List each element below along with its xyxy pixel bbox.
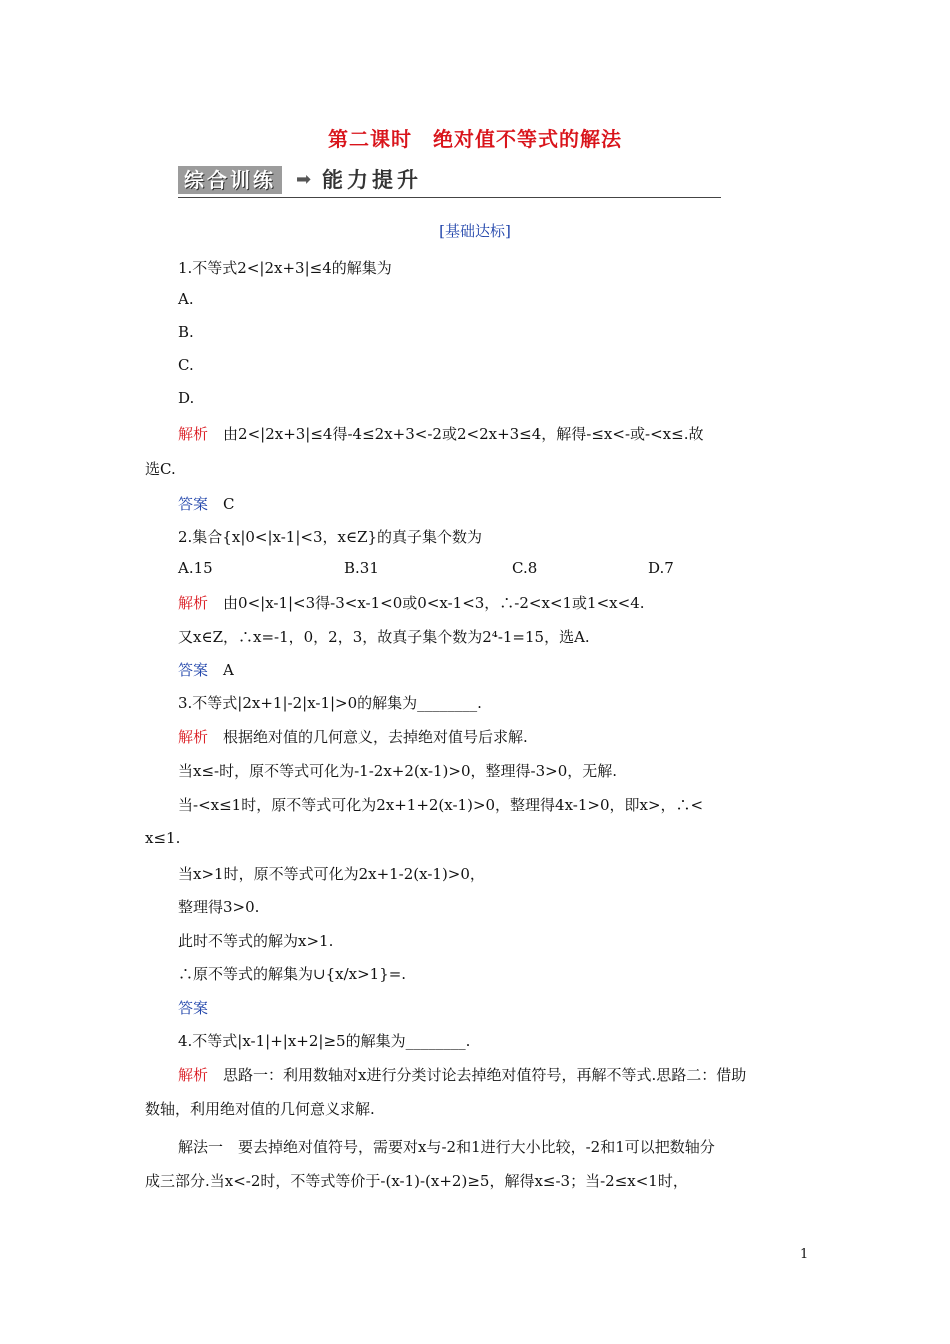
analysis-label: 解析 xyxy=(178,594,209,612)
answer-label: 答案 xyxy=(178,999,209,1017)
answer-label: 答案 xyxy=(178,661,209,679)
analysis-text: 思路一：利用数轴对x进行分类讨论去掉绝对值符号，再解不等式.思路二：借助 xyxy=(223,1066,747,1084)
analysis-label: 解析 xyxy=(178,728,209,746)
banner-label: 能力提升 xyxy=(322,168,422,192)
q2-option-c: C.8 xyxy=(512,559,538,577)
question-4: 4.不等式|x-1|+|x+2|≥5的解集为________. xyxy=(178,1032,471,1050)
arrow-right-icon: ➡ xyxy=(296,169,312,190)
answer-label: 答案 xyxy=(178,495,209,513)
analysis-4 xyxy=(178,1064,746,1085)
answer-3 xyxy=(178,997,208,1018)
analysis-text: 由0<|x-1|<3得-3<x-1<0或0<x-1<3，∴-2<x<1或1<x<4. xyxy=(223,594,645,612)
analysis-2-cont: 又x∈Z，∴x=-1，0，2，3，故真子集个数为2⁴-1=15，选A. xyxy=(178,628,590,646)
analysis-3-line: x≤1. xyxy=(145,829,181,847)
analysis-text: 根据绝对值的几何意义，去掉绝对值号后求解. xyxy=(223,728,528,746)
analysis-text: 由2<|2x+3|≤4得-4≤2x+3<-2或2<2x+3≤4，解得-≤x<-或-<x≤.故 xyxy=(223,425,704,443)
answer-2 xyxy=(178,659,234,680)
analysis-3-line: 当x≤-时，原不等式可化为-1-2x+2(x-1)>0，整理得-3>0，无解. xyxy=(178,762,618,780)
option-a: A. xyxy=(178,290,194,308)
analysis-3-line: 当x>1时，原不等式可化为2x+1-2(x-1)>0， xyxy=(178,865,485,883)
analysis-3-line: 当-<x≤1时，原不等式可化为2x+1+2(x-1)>0，整理得4x-1>0，即x>，∴< xyxy=(178,796,704,814)
banner-box: 综合训练 xyxy=(178,166,282,194)
q2-option-b: B.31 xyxy=(344,559,379,577)
section-banner xyxy=(178,163,721,198)
analysis-1 xyxy=(178,423,703,444)
page-title: 第二课时 绝对值不等式的解法 xyxy=(328,127,622,151)
analysis-3-line: 此时不等式的解为x>1. xyxy=(178,932,334,950)
q2-option-a: A.15 xyxy=(178,559,213,577)
solution-4-line: 成三部分.当x<-2时，不等式等价于-(x-1)-(x+2)≥5，解得x≤-3；当-2≤x<1时， xyxy=(145,1172,688,1190)
option-c: C. xyxy=(178,356,194,374)
analysis-4-cont: 数轴，利用绝对值的几何意义求解. xyxy=(145,1100,375,1118)
question-2: 2.集合{x|0<|x-1|<3，x∈Z}的真子集个数为 xyxy=(178,528,483,546)
answer-1 xyxy=(178,493,235,514)
analysis-3 xyxy=(178,726,528,747)
analysis-3-line: 整理得3>0. xyxy=(178,898,260,916)
analysis-label: 解析 xyxy=(178,425,209,443)
page-number: 1 xyxy=(800,1247,809,1262)
q2-option-d: D.7 xyxy=(648,559,674,577)
solution-4-line: 解法一 要去掉绝对值符号，需要对x与-2和1进行大小比较，-2和1可以把数轴分 xyxy=(178,1138,715,1156)
question-3: 3.不等式|2x+1|-2|x-1|>0的解集为________. xyxy=(178,694,482,712)
analysis-2 xyxy=(178,592,645,613)
option-b: B. xyxy=(178,323,194,341)
question-1: 1.不等式2<|2x+3|≤4的解集为 xyxy=(178,259,392,277)
option-d: D. xyxy=(178,389,195,407)
analysis-label: 解析 xyxy=(178,1066,209,1084)
answer-value: C xyxy=(223,495,235,513)
analysis-3-line: ∴原不等式的解集为∪{x/x>1}=. xyxy=(178,965,407,983)
answer-value: A xyxy=(223,661,234,679)
section-tag: [基础达标] xyxy=(439,222,511,240)
analysis-1-cont: 选C. xyxy=(145,460,176,478)
